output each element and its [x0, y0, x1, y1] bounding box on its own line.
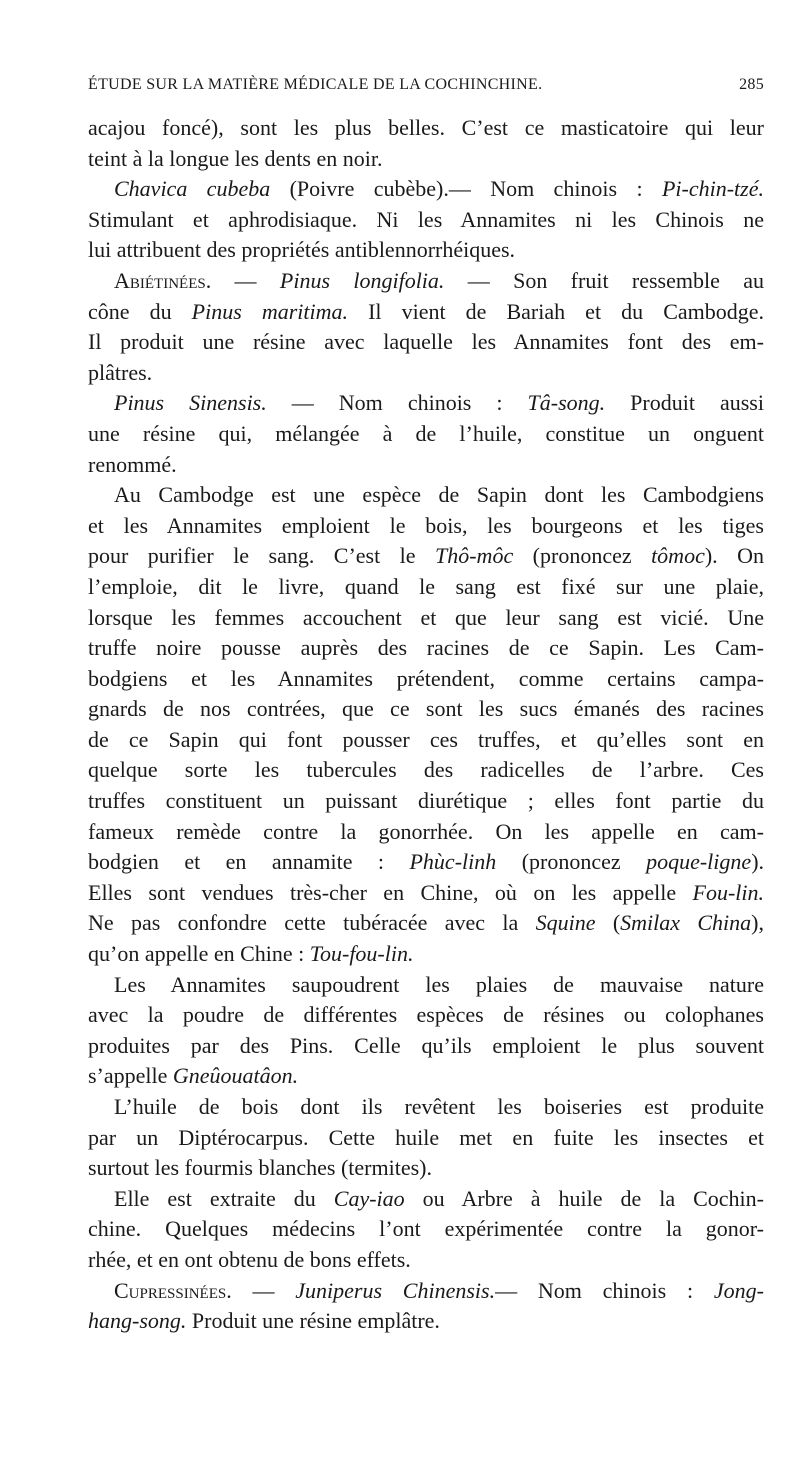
text-segment: Elle est extraite du	[114, 1185, 334, 1211]
page-number: 285	[739, 76, 764, 93]
italic-term: Chavica cubeba	[114, 176, 271, 202]
text-line	[88, 603, 764, 634]
text-line	[88, 908, 764, 939]
text-line	[88, 480, 764, 511]
italic-term: Tâ-song.	[527, 390, 606, 416]
text-segment: renommé.	[88, 451, 177, 477]
text-segment: rhée, et en ont obtenu de bons effets.	[88, 1246, 411, 1272]
text-line	[88, 633, 764, 664]
text-line	[88, 297, 764, 328]
text-segment: chine. Quelques médecins l’ont expérimentée contre la gonor-	[88, 1216, 764, 1242]
text-segment: bodgien et en annamite :	[88, 849, 410, 875]
text-line	[88, 144, 764, 175]
text-line	[88, 327, 764, 358]
text-line	[88, 266, 764, 297]
text-segment: plâtres.	[88, 359, 153, 385]
text-segment: Elles sont vendues très-cher en Chine, où on les appelle	[88, 879, 693, 905]
text-segment: Au Cambodge est une espèce de Sapin dont les Cambodgiens	[114, 482, 764, 508]
text-line	[88, 205, 764, 236]
italic-term: Cay-iao	[333, 1185, 405, 1211]
text-line	[88, 1061, 764, 1092]
text-segment: quelque sorte les tubercules des radicelles de l’arbre. Ces	[88, 757, 764, 783]
text-segment: cône du	[88, 298, 192, 324]
text-line	[88, 694, 764, 725]
family-name: Abiétinées.	[114, 267, 212, 293]
text-segment: truffe noire pousse auprès des racines de ce Sapin. Les Cam-	[88, 635, 764, 661]
italic-term: Tou-fou-lin.	[309, 941, 414, 967]
text-segment: Ne pas confondre cette tubéracée avec la	[88, 910, 536, 936]
text-line	[88, 450, 764, 481]
text-line	[88, 1123, 764, 1154]
body-text	[88, 113, 764, 1337]
text-segment: lorsque les femmes accouchent et que leur sang est vicié. Une	[88, 604, 764, 630]
text-segment: bodgiens et les Annamites prétendent, comme certains campa-	[88, 665, 764, 691]
text-segment: lui attribuent des propriétés antiblennorrhéiques.	[88, 237, 516, 263]
text-segment: de ce Sapin qui font pousser ces truffes, et qu’elles sont en	[88, 726, 764, 752]
text-line	[88, 388, 764, 419]
text-segment: surtout les fourmis blanches (termites).	[88, 1155, 432, 1181]
text-segment: ),	[751, 910, 764, 936]
text-line	[88, 419, 764, 450]
text-segment: truffes constituent un puissant diurétique ; elles font partie du	[88, 788, 764, 814]
text-segment: par un Diptérocarpus. Cette huile met en fuite les insectes et	[88, 1124, 764, 1150]
italic-term: Fou-lin.	[692, 879, 764, 905]
text-line	[88, 1031, 764, 1062]
text-line	[88, 878, 764, 909]
text-segment: L’huile de bois dont ils revêtent les boiseries est produite	[114, 1094, 764, 1119]
italic-term: Pi-chin-tzé.	[661, 176, 764, 202]
running-title: ÉTUDE SUR LA MATIÈRE MÉDICALE DE LA COCHINCHINE.	[88, 76, 543, 93]
italic-term: poque-ligne	[646, 849, 752, 875]
text-line	[88, 1214, 764, 1245]
italic-term: Gneûouatâon.	[172, 1063, 299, 1089]
text-segment: Les Annamites saupoudrent les plaies de mauvaise nature	[114, 971, 764, 997]
text-line	[88, 664, 764, 695]
text-line	[88, 1306, 764, 1337]
text-segment: s’appelle	[88, 1063, 173, 1089]
italic-term: Pinus maritima.	[191, 298, 349, 324]
text-segment: ).	[751, 849, 764, 875]
text-segment: Il produit une résine avec laquelle les Annamites font des em-	[88, 329, 764, 355]
text-line	[88, 358, 764, 389]
text-segment: acajou foncé), sont les plus belles. C’est ce masticatoire qui leur	[88, 115, 764, 140]
italic-term: tômoc	[651, 543, 705, 569]
text-segment: Produit une résine emplâtre.	[186, 1308, 440, 1334]
text-segment: l’emploie, dit le livre, quand le sang est fixé sur une plaie,	[88, 573, 764, 599]
text-segment: (	[595, 910, 621, 936]
text-segment: Produit aussi	[605, 390, 764, 416]
text-line	[88, 1276, 764, 1307]
text-segment: — Son fruit ressemble au	[444, 267, 764, 293]
text-line	[88, 572, 764, 603]
text-line	[88, 1245, 764, 1276]
text-segment: —	[231, 1277, 296, 1303]
text-line	[88, 786, 764, 817]
text-line	[88, 725, 764, 756]
italic-term: Thô-môc	[435, 543, 514, 569]
text-segment: — Nom chinois :	[266, 390, 528, 416]
italic-term: hang-song.	[88, 1308, 187, 1334]
italic-term: Pinus longifolia.	[279, 267, 445, 293]
text-line	[88, 511, 764, 542]
text-segment: produites par des Pins. Celle qu’ils emploient le plus souvent	[88, 1032, 764, 1058]
text-line	[88, 939, 764, 970]
text-segment: — Nom chinois :	[495, 1277, 714, 1303]
text-segment: (prononcez	[496, 849, 647, 875]
text-segment: ). On	[704, 543, 764, 569]
text-line	[88, 817, 764, 848]
italic-term: Squine	[535, 910, 596, 936]
text-segment: qu’on appelle en Chine :	[88, 941, 310, 967]
text-line	[88, 755, 764, 786]
text-line	[88, 970, 764, 1001]
text-segment: —	[211, 267, 280, 293]
text-line	[88, 174, 764, 205]
text-line	[88, 541, 764, 572]
italic-term: Pinus Sinensis.	[114, 390, 267, 416]
text-segment: teint à la longue les dents en noir.	[88, 145, 383, 171]
text-segment: (prononcez	[513, 543, 652, 569]
text-segment: ou Arbre à huile de la Cochin-	[404, 1185, 764, 1211]
text-segment: Il vient de Bariah et du Cambodge.	[348, 298, 764, 324]
text-segment: fameux remède contre la gonorrhée. On les appelle en cam-	[88, 818, 764, 844]
text-line	[88, 1092, 764, 1123]
text-segment: (Poivre cubèbe).— Nom chinois :	[270, 176, 662, 202]
text-segment: pour purifier le sang. C’est le	[88, 543, 435, 569]
italic-term: Juniperus Chinensis.	[295, 1277, 496, 1303]
italic-term: Phùc-linh	[409, 849, 497, 875]
text-line	[88, 847, 764, 878]
text-segment: avec la poudre de différentes espèces de résines ou colophanes	[88, 1002, 764, 1028]
text-line	[88, 1153, 764, 1184]
text-segment: gnards de nos contrées, que ce sont les sucs émanés des racines	[88, 696, 764, 722]
text-segment: et les Annamites emploient le bois, les bourgeons et les tiges	[88, 512, 764, 538]
text-line	[88, 1000, 764, 1031]
family-name: Cupressinées.	[114, 1277, 232, 1303]
italic-term: Jong-	[713, 1277, 764, 1303]
text-line	[88, 235, 764, 266]
text-line	[88, 1184, 764, 1215]
text-line	[88, 113, 764, 144]
text-segment: une résine qui, mélangée à de l’huile, constitue un onguent	[88, 420, 764, 446]
text-segment: Stimulant et aphrodisiaque. Ni les Annamites ni les Chinois ne	[88, 206, 764, 232]
italic-term: Smilax China	[620, 910, 752, 936]
